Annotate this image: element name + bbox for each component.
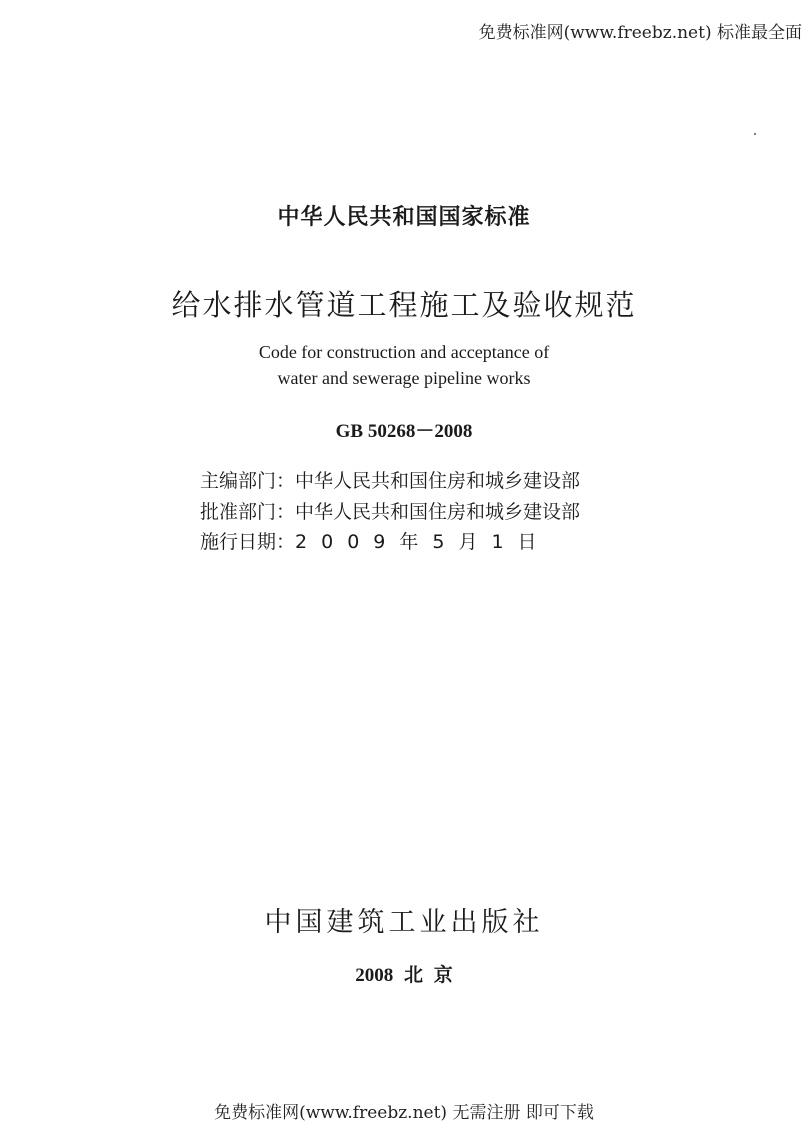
approver-value: 中华人民共和国住房和城乡建设部 <box>295 501 581 523</box>
title-chinese: 给水排水管道工程施工及验收规范 <box>171 288 637 322</box>
date-label: 施行日期： <box>200 531 296 553</box>
approver-label: 批准部门： <box>200 501 296 523</box>
title-english-line2: water and sewerage pipeline works <box>277 368 531 388</box>
standard-type-heading: 中华人民共和国国家标准 <box>277 205 531 230</box>
scan-speck <box>754 133 756 135</box>
editor-row <box>200 466 580 493</box>
publisher-name: 中国建筑工业出版社 <box>264 907 544 938</box>
footer-watermark: 免费标准网(www.freebz.net) 无需注册 即可下载 <box>214 1103 594 1123</box>
standard-code: GB 50268－2008 <box>335 421 473 442</box>
title-english-line1: Code for construction and acceptance of <box>258 342 550 362</box>
approver-row <box>200 497 580 524</box>
header-watermark: 免费标准网(www.freebz.net) 标准最全面 <box>478 23 802 43</box>
date-value: 2009年5月1日 <box>295 531 551 553</box>
effective-date-row <box>200 527 551 554</box>
editor-value: 中华人民共和国住房和城乡建设部 <box>295 470 581 492</box>
editor-label: 主编部门： <box>200 470 296 492</box>
publication-place-year: 2008 北 京 <box>355 965 453 986</box>
